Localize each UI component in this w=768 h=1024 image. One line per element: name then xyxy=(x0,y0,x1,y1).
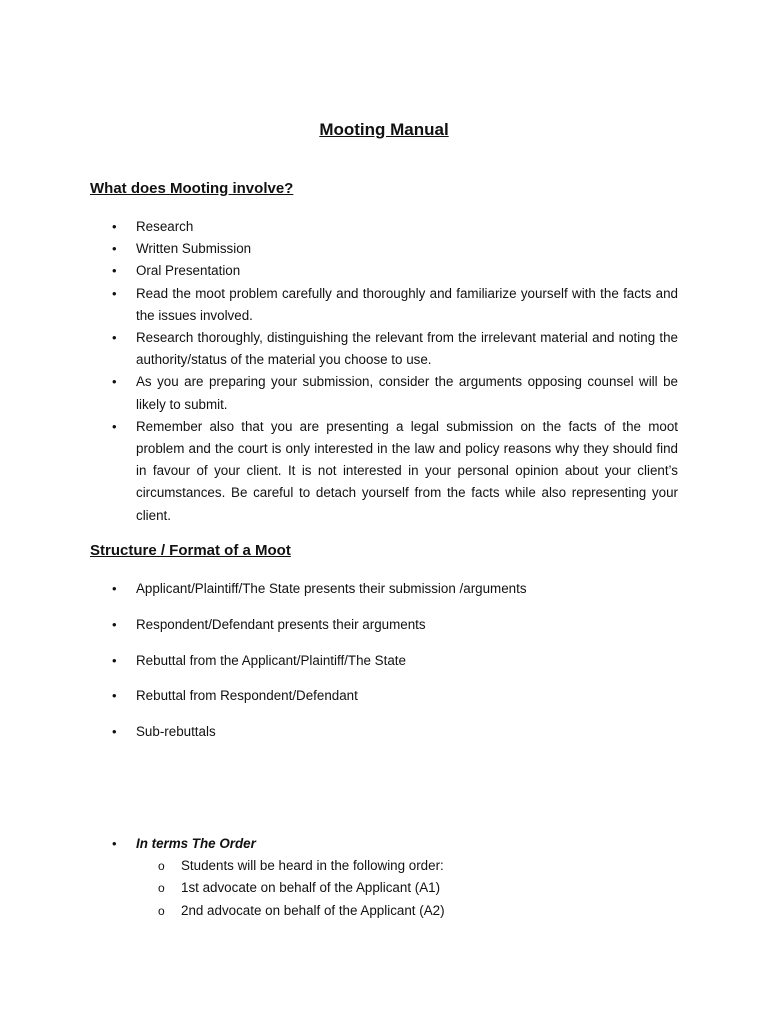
bullet-icon: • xyxy=(112,330,117,346)
list-item xyxy=(90,650,678,672)
bullet-icon: • xyxy=(112,688,117,704)
list-item xyxy=(90,216,678,238)
bullet-icon: • xyxy=(112,836,117,851)
bullet-icon: • xyxy=(112,724,117,740)
bullet-icon: • xyxy=(112,374,117,390)
list-item-text: Rebuttal from the Applicant/Plaintiff/The State xyxy=(136,652,406,668)
bullet-icon: • xyxy=(112,263,117,279)
bullet-icon: • xyxy=(112,285,117,301)
list-item xyxy=(90,833,678,922)
list-item-text: Read the moot problem carefully and thoroughly and familiarize yourself with the facts and the issues involved. xyxy=(136,285,678,323)
circle-bullet-icon: o xyxy=(158,859,165,874)
list-item xyxy=(90,578,678,600)
list-item xyxy=(90,416,678,527)
circle-bullet-icon: o xyxy=(158,881,165,896)
list-item xyxy=(90,721,678,743)
order-sublist xyxy=(136,855,678,922)
list-item xyxy=(90,238,678,260)
circle-bullet-icon: o xyxy=(158,903,165,918)
list-item xyxy=(90,260,678,282)
order-list xyxy=(90,833,678,922)
list-item-text: Rebuttal from Respondent/Defendant xyxy=(136,688,358,704)
list-item-text: Research xyxy=(136,219,194,234)
section-heading-structure-format: Structure / Format of a Moot xyxy=(90,542,291,559)
list-item-text: Oral Presentation xyxy=(136,263,241,279)
sub-list-item xyxy=(136,877,678,899)
list-item xyxy=(90,685,678,707)
bullet-icon: • xyxy=(112,616,117,632)
list-item-text: Respondent/Defendant presents their arguments xyxy=(136,616,426,632)
sub-list-item-text: 1st advocate on behalf of the Applicant (A1) xyxy=(181,880,441,896)
bullet-icon: • xyxy=(112,241,117,257)
order-heading: In terms The Order xyxy=(136,836,256,851)
bullet-icon: • xyxy=(112,581,117,596)
list-item xyxy=(90,614,678,636)
sub-list-item xyxy=(136,900,678,922)
section-heading-mooting-involve: What does Mooting involve? xyxy=(90,180,294,197)
page-title: Mooting Manual xyxy=(319,120,449,139)
mooting-involve-list xyxy=(90,216,678,527)
moot-structure-list xyxy=(90,578,678,757)
bullet-icon: • xyxy=(112,418,117,434)
list-item-text: Remember also that you are presenting a legal submission on the facts of the moot problem and the court is only interested in the law and policy reasons why they should find in favour of your client. It is not interested in your personal opinion about your client’s circumstances. Be careful to detach yourself from the facts while also representing your client. xyxy=(136,418,678,523)
bullet-icon: • xyxy=(112,652,117,668)
sub-list-item-text: Students will be heard in the following order: xyxy=(181,858,444,874)
list-item xyxy=(90,327,678,371)
list-item-text: Written Submission xyxy=(136,241,252,257)
list-item-text: Research thoroughly, distinguishing the relevant from the irrelevant material and noting the authority/status of the material you choose to use. xyxy=(136,330,678,368)
bullet-icon: • xyxy=(112,219,117,234)
list-item xyxy=(90,371,678,415)
list-item-text: Applicant/Plaintiff/The State presents their submission /arguments xyxy=(136,581,527,596)
sub-list-item-text: 2nd advocate on behalf of the Applicant (A2) xyxy=(181,902,445,918)
sub-list-item xyxy=(136,855,678,877)
list-item-text: As you are preparing your submission, consider the arguments opposing counsel will be likely to submit. xyxy=(136,374,678,412)
list-item-text: Sub-rebuttals xyxy=(136,724,216,740)
list-item xyxy=(90,283,678,327)
